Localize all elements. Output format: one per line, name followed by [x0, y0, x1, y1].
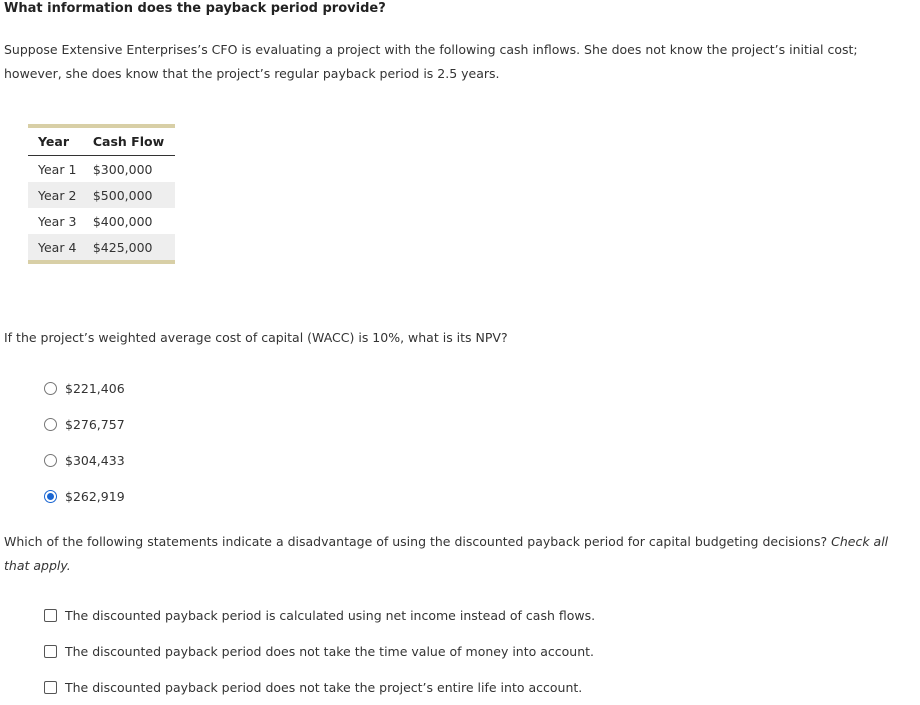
cash-flow-cell: $425,000 [83, 234, 175, 262]
table-row [28, 156, 175, 183]
checkbox[interactable] [44, 609, 57, 622]
disadvantage-options [44, 597, 595, 705]
npv-option[interactable] [44, 370, 125, 406]
cash-flow-table [28, 124, 175, 264]
disadvantage-option[interactable] [44, 597, 595, 633]
option-label: $221,406 [65, 380, 125, 396]
cash-flow-cell: $500,000 [83, 182, 175, 208]
table-row [28, 234, 175, 262]
npv-options [44, 370, 125, 514]
npv-option[interactable] [44, 478, 125, 514]
year-cell: Year 1 [38, 161, 77, 177]
radio-button[interactable] [44, 418, 57, 431]
checkbox[interactable] [44, 681, 57, 694]
option-label: $262,919 [65, 488, 125, 504]
year-cell: Year 3 [38, 213, 77, 229]
column-header-year: Year [28, 126, 83, 156]
year-cell: Year 4 [28, 234, 83, 262]
option-label: $304,433 [65, 452, 125, 468]
radio-button-selected[interactable] [44, 490, 57, 503]
year-cell: Year 2 [28, 182, 83, 208]
npv-question-text: If the project’s weighted average cost of capital (WACC) is 10%, what is its NPV? [4, 330, 508, 345]
cash-flow-cell: $400,000 [92, 213, 153, 229]
disadvantage-option[interactable] [44, 633, 595, 669]
column-header-cash-flow: Cash Flow [83, 126, 175, 156]
radio-button[interactable] [44, 382, 57, 395]
table-row [28, 182, 175, 208]
npv-option[interactable] [44, 442, 125, 478]
intro-paragraph: Suppose Extensive Enterprises’s CFO is evaluating a project with the following cash inflows. She does not know the project’s initial cost; however, she does know that the project’s regular payback period is 2.5 years. [4, 42, 858, 81]
option-label: The discounted payback period is calculated using net income instead of cash flows. [65, 607, 596, 623]
check-all-instruction: Check all that apply. [4, 534, 889, 573]
option-label: The discounted payback period does not take the project’s entire life into account. [65, 679, 583, 695]
option-label: $276,757 [65, 416, 125, 432]
table-row [28, 208, 175, 234]
npv-option[interactable] [44, 406, 125, 442]
radio-button[interactable] [44, 454, 57, 467]
page-title: What information does the payback period provide? [4, 1, 386, 16]
option-label: The discounted payback period does not take the time value of money into account. [65, 643, 595, 659]
disadvantage-question [4, 530, 916, 578]
cash-flow-cell: $300,000 [92, 161, 153, 177]
disadvantage-question-text: Which of the following statements indicate a disadvantage of using the discounted payback period for capital budgeting decisions? [4, 534, 832, 549]
table-header-row [28, 126, 175, 156]
checkbox[interactable] [44, 645, 57, 658]
